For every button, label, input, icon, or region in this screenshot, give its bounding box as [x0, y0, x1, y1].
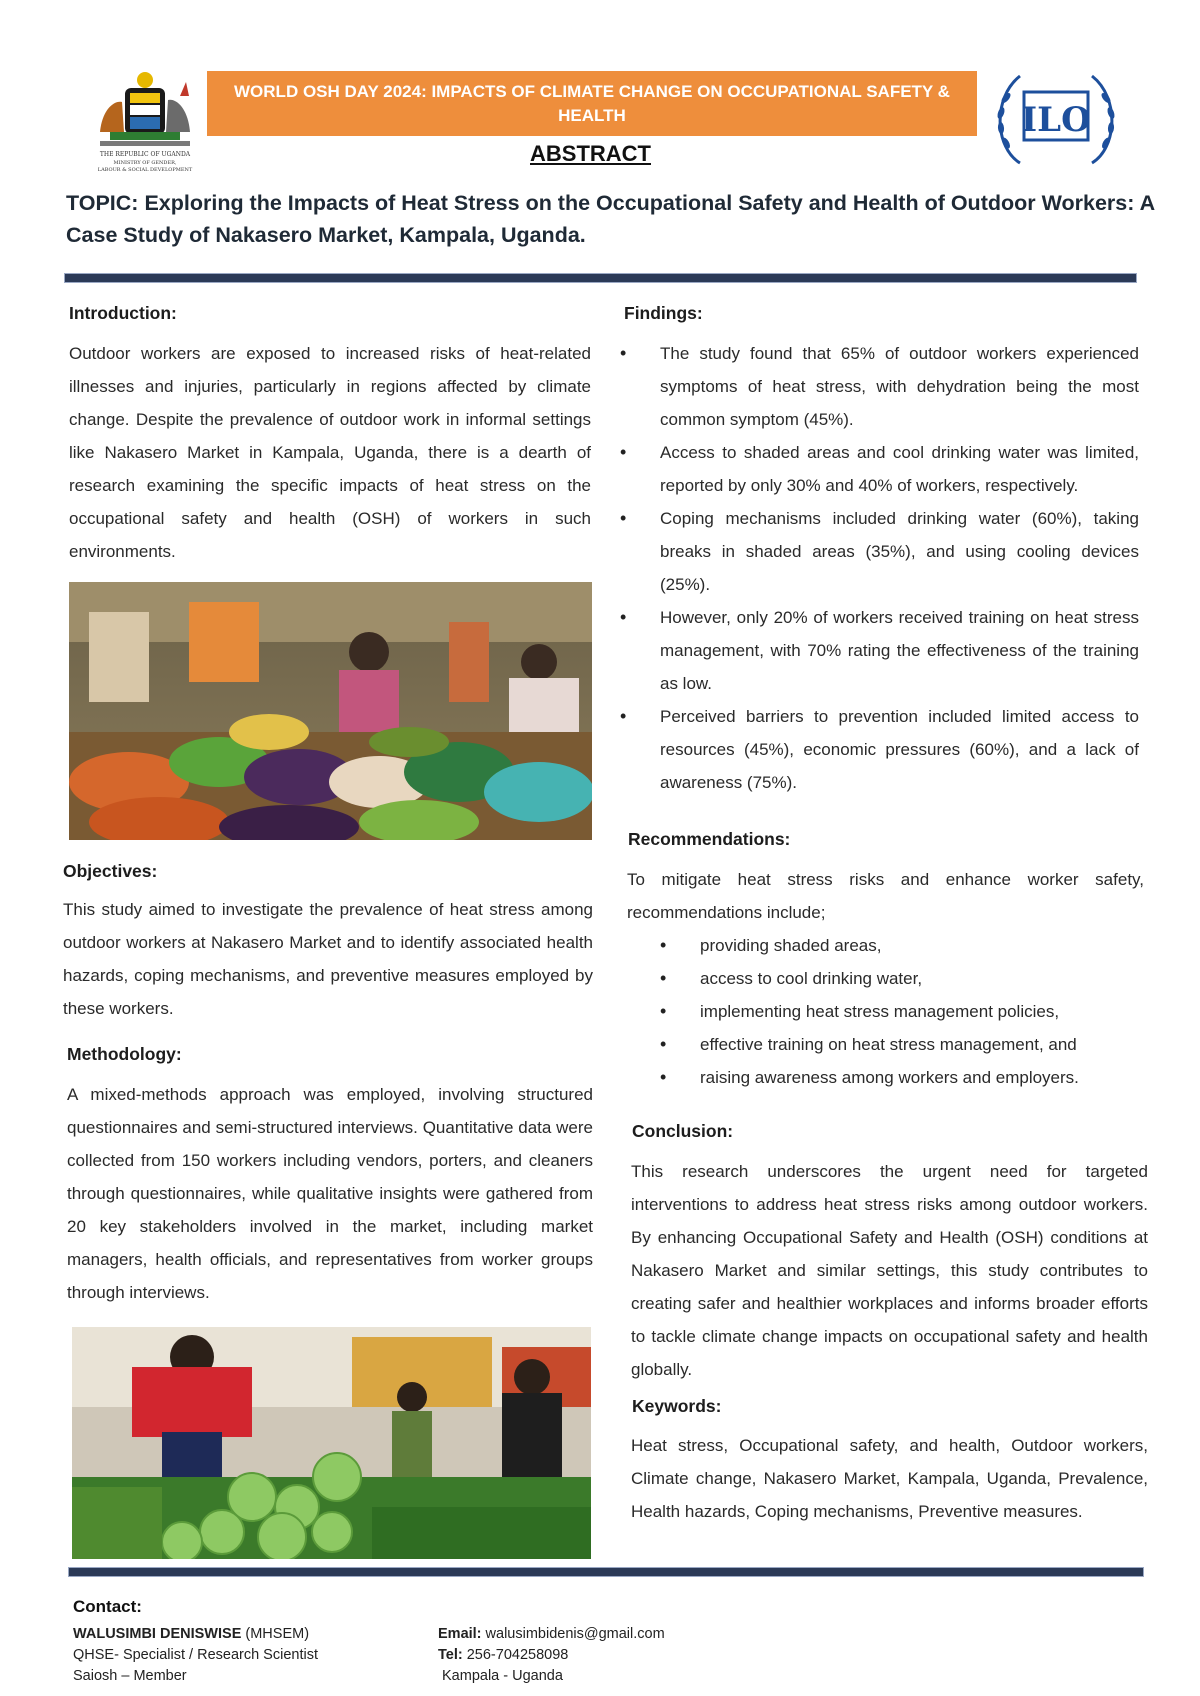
recommendations-item: • implementing heat stress management policies, [700, 995, 1140, 1028]
market-photo-cabbages [72, 1327, 591, 1559]
abstract-heading: ABSTRACT [530, 141, 651, 166]
conclusion-heading: Conclusion: [632, 1121, 734, 1141]
findings-item: • However, only 20% of workers received training on heat stress management, with 70% rating the effectiveness of the training as low. [660, 601, 1139, 700]
recommendations-item: • raising awareness among workers and employers. [700, 1061, 1140, 1094]
contact-membership: Saiosh – Member [73, 1668, 187, 1684]
market-photo-vegetables [69, 582, 592, 840]
recommendations-heading: Recommendations: [628, 829, 791, 849]
svg-text:MINISTRY OF GENDER,: MINISTRY OF GENDER, [113, 160, 177, 166]
uganda-coat-of-arms-logo [80, 70, 210, 176]
findings-item: • Perceived barriers to prevention included limited access to resources (45%), economic pressures (60%), and a lack of awareness (75%). [660, 700, 1139, 799]
objectives-heading: Objectives: [63, 861, 158, 881]
findings-item: • Access to shaded areas and cool drinking water was limited, reported by only 30% and 40% of workers, respectively. [660, 436, 1139, 502]
conclusion-text: This research underscores the urgent need for targeted interventions to address heat stress risks among outdoor workers. By enhancing Occupational Safety and Health (OSH) conditions at Nakasero Market and similar settings, this study contributes to creating safer and healthier workplaces and informs broader efforts to tackle climate change impacts on occupational safety and health globally. [631, 1162, 1148, 1379]
introduction-text: Outdoor workers are exposed to increased risks of heat-related illnesses and injuries, particularly in regions affected by climate change. Despite the prevalence of outdoor work in informal settings like Nakasero Market in Kampala, Uganda, there is a dearth of research examining the specific impacts of heat stress on the occupational safety and health (OSH) of workers in such environments. [69, 344, 591, 561]
recommendations-list [700, 929, 1140, 1094]
contact-role: QHSE- Specialist / Research Scientist [73, 1647, 318, 1663]
topic-title: TOPIC: Exploring the Impacts of Heat Stress on the Occupational Safety and Health of Outdoor Workers: A Case Study of Nakasero Market, Kampala, Uganda. [66, 191, 1155, 247]
ilo-logo-text: ILO [1021, 100, 1091, 140]
objectives-text: This study aimed to investigate the prevalence of heat stress among outdoor workers at Nakasero Market and to identify associated health hazards, coping mechanisms, and preventive measures employed by these workers. [63, 900, 593, 1018]
section-divider-bottom [68, 1567, 1144, 1577]
contact-heading: Contact: [73, 1597, 142, 1616]
findings-heading: Findings: [624, 303, 703, 323]
contact-email-line [438, 1624, 665, 1644]
contact-location: Kampala - Uganda [442, 1668, 563, 1684]
methodology-heading: Methodology: [67, 1044, 182, 1064]
findings-list [660, 337, 1139, 799]
crest-text: THE REPUBLIC OF UGANDA [99, 151, 191, 158]
findings-item: • Coping mechanisms included drinking water (60%), taking breaks in shaded areas (35%), and using cooling devices (25%). [660, 502, 1139, 601]
tel-value: 256-704258098 [462, 1647, 569, 1663]
tel-label: Tel: [438, 1647, 463, 1663]
methodology-text: A mixed-methods approach was employed, involving structured questionnaires and semi-structured interviews. Quantitative data were collected from 150 workers including vendors, porters, and cleaners through questionnaires, while qualitative insights were gathered from 20 key stakeholders involved in the market, including market managers, health officials, and representatives from worker groups through interviews. [67, 1085, 593, 1302]
keywords-text: Heat stress, Occupational safety, and health, Outdoor workers, Climate change, Nakasero Market, Kampala, Uganda, Prevalence, Health hazards, Coping mechanisms, Preventive measures. [631, 1436, 1148, 1521]
contact-name-line [73, 1624, 309, 1644]
contact-name-suffix: (MHSEM) [241, 1626, 310, 1642]
recommendations-intro: To mitigate heat stress risks and enhance worker safety, recommendations include; [627, 870, 1144, 922]
section-divider-top [64, 273, 1137, 283]
contact-name: WALUSIMBI DENISWISE [73, 1626, 242, 1642]
recommendations-item: • access to cool drinking water, [700, 962, 1140, 995]
event-banner [207, 71, 977, 136]
svg-text:LABOUR & SOCIAL DEVELOPMENT: LABOUR & SOCIAL DEVELOPMENT [97, 167, 193, 173]
introduction-heading: Introduction: [69, 303, 177, 323]
contact-tel-line [438, 1645, 568, 1665]
ilo-logo [990, 68, 1122, 174]
email-link[interactable]: walusimbidenis@gmail.com [481, 1626, 665, 1642]
email-label: Email: [438, 1626, 482, 1642]
recommendations-item: • effective training on heat stress management, and [700, 1028, 1140, 1061]
banner-title: WORLD OSH DAY 2024: IMPACTS OF CLIMATE CHANGE ON OCCUPATIONAL SAFETY & HEALTH [234, 81, 950, 125]
keywords-heading: Keywords: [632, 1396, 722, 1416]
findings-item: • The study found that 65% of outdoor workers experienced symptoms of heat stress, with dehydration being the most common symptom (45%). [660, 337, 1139, 436]
recommendations-item: • providing shaded areas, [700, 929, 1140, 962]
